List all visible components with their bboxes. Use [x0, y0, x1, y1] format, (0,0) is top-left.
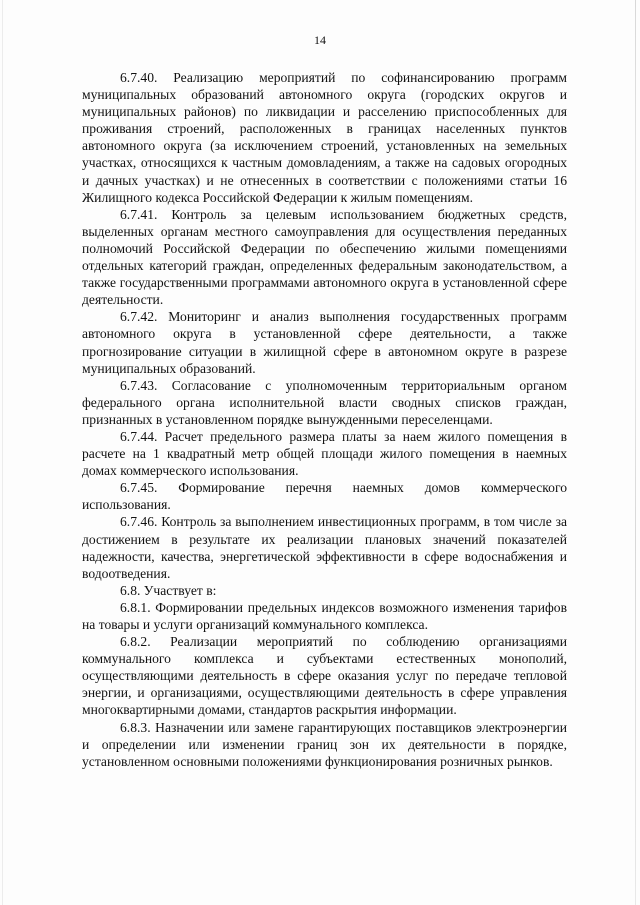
scan-edge-left: [2, 0, 3, 905]
paragraph-6-8-3: 6.8.3. Назначении или замене гарантирующих поставщиков электроэнергии и определении или изменении границ зон их деятельности в порядке, установленном основными положениями функционирования розничных рынков.: [82, 719, 567, 769]
document-body: [82, 69, 567, 770]
page-number: 14: [314, 33, 326, 47]
paragraph-6-8-2: 6.8.2. Реализации мероприятий по соблюдению организациями коммунального комплекса и субъектами естественных монополий, осуществляющими деятельность в сфере оказания услуг по передаче тепловой энергии, и организациями, осуществляющими деятельность в сфере управления многоквартирными домами, стандартов раскрытия информации.: [82, 634, 567, 718]
paragraph-6-7-42: 6.7.42. Мониторинг и анализ выполнения государственных программ автономного округа в установленной сфере деятельности, а также прогнозирование ситуации в жилищной сфере в автономном округе в разрезе муниципальных образований.: [82, 309, 567, 376]
paragraph-6-7-41: 6.7.41. Контроль за целевым использованием бюджетных средств, выделенных органам местного самоуправления для осуществления переданных полномочий Российской Федерации по обеспечению жилыми помещениями отдельных категорий граждан, определенных федеральным законодательством, а также государственными программами автономного округа в установленной сфере деятельности.: [82, 206, 567, 308]
paragraph-6-8-1: 6.8.1. Формировании предельных индексов возможного изменения тарифов на товары и услуги организаций коммунального комплекса.: [82, 599, 567, 632]
paragraph-6-7-40: 6.7.40. Реализацию мероприятий по софинансированию программ муниципальных образований автономного округа (городских округов и муниципальных районов) по ликвидации и расселению приспособленных для проживания строений, расположенных в границах населенных пунктов автономного округа (за исключением строений, установленных на земельных участках, относящихся к частным домовладениям, а также на садовых огородных и дачных участках) и не отнесенных в соответствии с положениями статьи 16 Жилищного кодекса Российской Федерации к жилым помещениям.: [82, 70, 567, 205]
paragraph-6-7-44: 6.7.44. Расчет предельного размера платы за наем жилого помещения в расчете на 1 квадратный метр общей площади жилого помещения в наемных домах коммерческого использования.: [82, 428, 567, 479]
scan-edge-right: [635, 0, 636, 905]
paragraph-6-8: 6.8. Участвует в:: [120, 582, 217, 598]
paragraph-6-7-43: 6.7.43. Согласование с уполномоченным территориальным органом федерального органа исполнительной власти сводных списков граждан, признанных в установленном порядке вынужденными переселенцами.: [82, 377, 567, 427]
paragraph-6-7-46: 6.7.46. Контроль за выполнением инвестиционных программ, в том числе за достижением в результате их реализации плановых значений показателей надежности, качества, энергетической эффективности в сфере водоснабжения и водоотведения.: [82, 514, 567, 581]
paragraph-6-7-45: 6.7.45. Формирование перечня наемных домов коммерческого использования.: [82, 480, 567, 513]
